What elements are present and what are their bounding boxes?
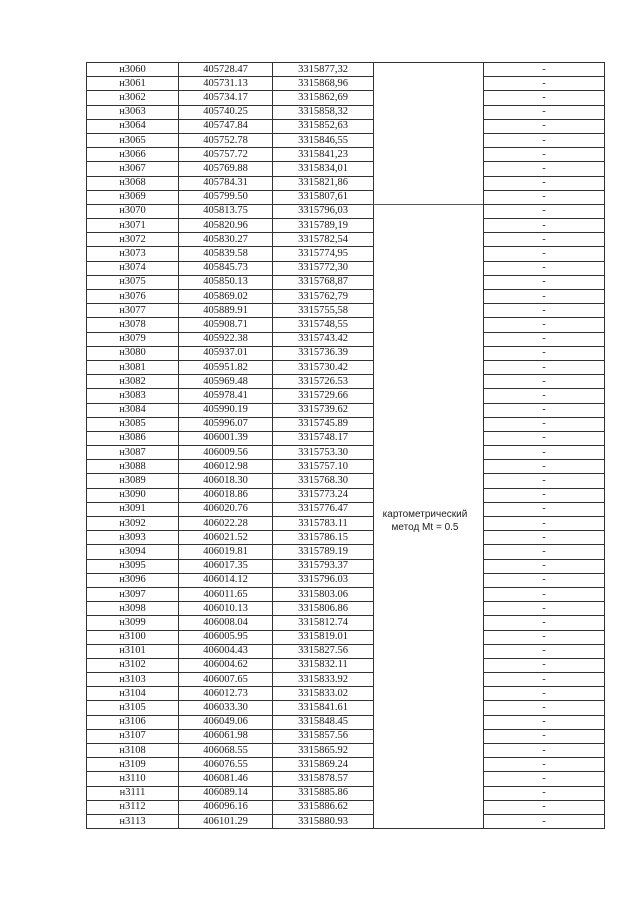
x-coordinate-cell: 406049.06 xyxy=(179,715,273,729)
y-coordinate-cell: 3315833.92 xyxy=(273,673,374,687)
point-id-cell: н3101 xyxy=(87,644,179,658)
point-id-cell: н3100 xyxy=(87,630,179,644)
y-coordinate-cell: 3315880.93 xyxy=(273,814,374,828)
y-coordinate-cell: 3315821,86 xyxy=(273,176,374,190)
x-coordinate-cell: 405813.75 xyxy=(179,204,273,218)
x-coordinate-cell: 405728.47 xyxy=(179,63,273,77)
accuracy-value-cell: - xyxy=(484,119,605,133)
accuracy-value-cell: - xyxy=(484,687,605,701)
table-row xyxy=(87,247,605,261)
accuracy-value-cell: - xyxy=(484,644,605,658)
x-coordinate-cell: 406019.81 xyxy=(179,545,273,559)
table-row xyxy=(87,275,605,289)
accuracy-value-cell: - xyxy=(484,630,605,644)
point-id-cell: н3079 xyxy=(87,332,179,346)
x-coordinate-cell: 406004.62 xyxy=(179,658,273,672)
x-coordinate-cell: 405784.31 xyxy=(179,176,273,190)
point-id-cell: н3089 xyxy=(87,474,179,488)
x-coordinate-cell: 405869.02 xyxy=(179,290,273,304)
x-coordinate-cell: 406020.76 xyxy=(179,502,273,516)
point-id-cell: н3063 xyxy=(87,105,179,119)
x-coordinate-cell: 406004.43 xyxy=(179,644,273,658)
table-row xyxy=(87,77,605,91)
accuracy-value-cell: - xyxy=(484,559,605,573)
accuracy-value-cell: - xyxy=(484,148,605,162)
point-id-cell: н3086 xyxy=(87,431,179,445)
accuracy-value-cell: - xyxy=(484,105,605,119)
x-coordinate-cell: 406081.46 xyxy=(179,772,273,786)
point-id-cell: н3110 xyxy=(87,772,179,786)
table-row xyxy=(87,602,605,616)
table-row xyxy=(87,375,605,389)
point-id-cell: н3107 xyxy=(87,729,179,743)
table-row xyxy=(87,701,605,715)
boundary-marker-line xyxy=(371,204,483,205)
point-id-cell: н3068 xyxy=(87,176,179,190)
x-coordinate-cell: 405922.38 xyxy=(179,332,273,346)
x-coordinate-cell: 406061.98 xyxy=(179,729,273,743)
table-row xyxy=(87,318,605,332)
point-id-cell: н3080 xyxy=(87,346,179,360)
accuracy-value-cell: - xyxy=(484,318,605,332)
point-id-cell: н3105 xyxy=(87,701,179,715)
table-row xyxy=(87,133,605,147)
x-coordinate-cell: 406010.13 xyxy=(179,602,273,616)
y-coordinate-cell: 3315789.19 xyxy=(273,545,374,559)
x-coordinate-cell: 405978.41 xyxy=(179,389,273,403)
accuracy-value-cell: - xyxy=(484,63,605,77)
y-coordinate-cell: 3315730.42 xyxy=(273,360,374,374)
accuracy-value-cell: - xyxy=(484,403,605,417)
x-coordinate-cell: 406068.55 xyxy=(179,744,273,758)
table-row xyxy=(87,772,605,786)
x-coordinate-cell: 405731.13 xyxy=(179,77,273,91)
y-coordinate-cell: 3315776.47 xyxy=(273,502,374,516)
point-id-cell: н3098 xyxy=(87,602,179,616)
point-id-cell: н3081 xyxy=(87,360,179,374)
table-row xyxy=(87,105,605,119)
point-id-cell: н3113 xyxy=(87,814,179,828)
x-coordinate-cell: 405908.71 xyxy=(179,318,273,332)
y-coordinate-cell: 3315762,79 xyxy=(273,290,374,304)
accuracy-value-cell: - xyxy=(484,190,605,204)
x-coordinate-cell: 405937.01 xyxy=(179,346,273,360)
x-coordinate-cell: 406008.04 xyxy=(179,616,273,630)
table-row xyxy=(87,658,605,672)
table-row xyxy=(87,176,605,190)
table-row xyxy=(87,446,605,460)
table-row xyxy=(87,559,605,573)
coordinates-table xyxy=(86,62,605,829)
y-coordinate-cell: 3315862,69 xyxy=(273,91,374,105)
accuracy-value-cell: - xyxy=(484,502,605,516)
point-id-cell: н3072 xyxy=(87,233,179,247)
accuracy-value-cell: - xyxy=(484,162,605,176)
x-coordinate-cell: 406017.35 xyxy=(179,559,273,573)
y-coordinate-cell: 3315753.30 xyxy=(273,446,374,460)
accuracy-value-cell: - xyxy=(484,758,605,772)
point-id-cell: н3067 xyxy=(87,162,179,176)
table-row xyxy=(87,360,605,374)
point-id-cell: н3076 xyxy=(87,290,179,304)
point-id-cell: н3077 xyxy=(87,304,179,318)
table-row xyxy=(87,814,605,828)
y-coordinate-cell: 3315827.56 xyxy=(273,644,374,658)
y-coordinate-cell: 3315865.92 xyxy=(273,744,374,758)
point-id-cell: н3104 xyxy=(87,687,179,701)
y-coordinate-cell: 3315857.56 xyxy=(273,729,374,743)
point-id-cell: н3084 xyxy=(87,403,179,417)
x-coordinate-cell: 406033.30 xyxy=(179,701,273,715)
table-row xyxy=(87,587,605,601)
point-id-cell: н3106 xyxy=(87,715,179,729)
accuracy-value-cell: - xyxy=(484,332,605,346)
accuracy-value-cell: - xyxy=(484,729,605,743)
point-id-cell: н3108 xyxy=(87,744,179,758)
method-note-line-1: картометрический xyxy=(382,509,468,520)
accuracy-value-cell: - xyxy=(484,573,605,587)
accuracy-value-cell: - xyxy=(484,814,605,828)
method-note-line-2: метод Mt = 0.5 xyxy=(391,522,459,533)
table-row xyxy=(87,219,605,233)
x-coordinate-cell: 406018.86 xyxy=(179,488,273,502)
point-id-cell: н3066 xyxy=(87,148,179,162)
y-coordinate-cell: 3315773.24 xyxy=(273,488,374,502)
y-coordinate-cell: 3315868,96 xyxy=(273,77,374,91)
accuracy-value-cell: - xyxy=(484,460,605,474)
accuracy-value-cell: - xyxy=(484,531,605,545)
point-id-cell: н3073 xyxy=(87,247,179,261)
accuracy-value-cell: - xyxy=(484,219,605,233)
point-id-cell: н3093 xyxy=(87,531,179,545)
accuracy-value-cell: - xyxy=(484,275,605,289)
y-coordinate-cell: 3315841.61 xyxy=(273,701,374,715)
point-id-cell: н3075 xyxy=(87,275,179,289)
y-coordinate-cell: 3315786.15 xyxy=(273,531,374,545)
y-coordinate-cell: 3315848.45 xyxy=(273,715,374,729)
y-coordinate-cell: 3315739.62 xyxy=(273,403,374,417)
point-id-cell: н3060 xyxy=(87,63,179,77)
point-id-cell: н3103 xyxy=(87,673,179,687)
accuracy-value-cell: - xyxy=(484,545,605,559)
accuracy-value-cell: - xyxy=(484,474,605,488)
x-coordinate-cell: 405996.07 xyxy=(179,417,273,431)
x-coordinate-cell: 405740.25 xyxy=(179,105,273,119)
accuracy-value-cell: - xyxy=(484,673,605,687)
y-coordinate-cell: 3315745.89 xyxy=(273,417,374,431)
accuracy-value-cell: - xyxy=(484,517,605,531)
table-row xyxy=(87,403,605,417)
table-row xyxy=(87,148,605,162)
accuracy-value-cell: - xyxy=(484,91,605,105)
table-row xyxy=(87,800,605,814)
y-coordinate-cell: 3315757.10 xyxy=(273,460,374,474)
x-coordinate-cell: 406001.39 xyxy=(179,431,273,445)
x-coordinate-cell: 406021.52 xyxy=(179,531,273,545)
point-id-cell: н3071 xyxy=(87,219,179,233)
x-coordinate-cell: 405845.73 xyxy=(179,261,273,275)
accuracy-value-cell: - xyxy=(484,233,605,247)
accuracy-value-cell: - xyxy=(484,261,605,275)
point-id-cell: н3083 xyxy=(87,389,179,403)
point-id-cell: н3078 xyxy=(87,318,179,332)
point-id-cell: н3074 xyxy=(87,261,179,275)
y-coordinate-cell: 3315774,95 xyxy=(273,247,374,261)
y-coordinate-cell: 3315772,30 xyxy=(273,261,374,275)
point-id-cell: н3097 xyxy=(87,587,179,601)
table-row xyxy=(87,517,605,531)
accuracy-value-cell: - xyxy=(484,176,605,190)
y-coordinate-cell: 3315841,23 xyxy=(273,148,374,162)
accuracy-value-cell: - xyxy=(484,602,605,616)
table-row xyxy=(87,474,605,488)
table-row xyxy=(87,673,605,687)
accuracy-value-cell: - xyxy=(484,204,605,218)
table-row xyxy=(87,304,605,318)
table-row xyxy=(87,190,605,204)
y-coordinate-cell: 3315736.39 xyxy=(273,346,374,360)
accuracy-value-cell: - xyxy=(484,744,605,758)
x-coordinate-cell: 405990.19 xyxy=(179,403,273,417)
y-coordinate-cell: 3315789,19 xyxy=(273,219,374,233)
method-note xyxy=(375,508,475,534)
x-coordinate-cell: 405839.58 xyxy=(179,247,273,261)
accuracy-value-cell: - xyxy=(484,800,605,814)
table-row xyxy=(87,460,605,474)
point-id-cell: н3064 xyxy=(87,119,179,133)
accuracy-value-cell: - xyxy=(484,616,605,630)
x-coordinate-cell: 406089.14 xyxy=(179,786,273,800)
table-row xyxy=(87,162,605,176)
y-coordinate-cell: 3315834,01 xyxy=(273,162,374,176)
y-coordinate-cell: 3315877,32 xyxy=(273,63,374,77)
y-coordinate-cell: 3315806.86 xyxy=(273,602,374,616)
point-id-cell: н3082 xyxy=(87,375,179,389)
y-coordinate-cell: 3315793.37 xyxy=(273,559,374,573)
y-coordinate-cell: 3315768.30 xyxy=(273,474,374,488)
y-coordinate-cell: 3315768,87 xyxy=(273,275,374,289)
table-row xyxy=(87,616,605,630)
table-row xyxy=(87,744,605,758)
point-id-cell: н3062 xyxy=(87,91,179,105)
x-coordinate-cell: 406011.65 xyxy=(179,587,273,601)
y-coordinate-cell: 3315832.11 xyxy=(273,658,374,672)
method-column-cell xyxy=(374,63,484,829)
table-row xyxy=(87,332,605,346)
coordinates-table-body xyxy=(87,63,605,829)
x-coordinate-cell: 405951.82 xyxy=(179,360,273,374)
accuracy-value-cell: - xyxy=(484,446,605,460)
table-row xyxy=(87,389,605,403)
accuracy-value-cell: - xyxy=(484,431,605,445)
accuracy-value-cell: - xyxy=(484,658,605,672)
x-coordinate-cell: 406096.16 xyxy=(179,800,273,814)
x-coordinate-cell: 405820.96 xyxy=(179,219,273,233)
accuracy-value-cell: - xyxy=(484,786,605,800)
point-id-cell: н3095 xyxy=(87,559,179,573)
point-id-cell: н3099 xyxy=(87,616,179,630)
accuracy-value-cell: - xyxy=(484,715,605,729)
x-coordinate-cell: 406012.73 xyxy=(179,687,273,701)
x-coordinate-cell: 406018.30 xyxy=(179,474,273,488)
point-id-cell: н3096 xyxy=(87,573,179,587)
y-coordinate-cell: 3315782,54 xyxy=(273,233,374,247)
y-coordinate-cell: 3315796,03 xyxy=(273,204,374,218)
y-coordinate-cell: 3315803.06 xyxy=(273,587,374,601)
accuracy-value-cell: - xyxy=(484,247,605,261)
point-id-cell: н3070 xyxy=(87,204,179,218)
accuracy-value-cell: - xyxy=(484,375,605,389)
y-coordinate-cell: 3315726.53 xyxy=(273,375,374,389)
x-coordinate-cell: 406009.56 xyxy=(179,446,273,460)
table-row xyxy=(87,63,605,77)
table-row xyxy=(87,729,605,743)
point-id-cell: н3102 xyxy=(87,658,179,672)
y-coordinate-cell: 3315846,55 xyxy=(273,133,374,147)
table-row xyxy=(87,687,605,701)
x-coordinate-cell: 406005.95 xyxy=(179,630,273,644)
x-coordinate-cell: 406012.98 xyxy=(179,460,273,474)
table-row xyxy=(87,545,605,559)
x-coordinate-cell: 406007.65 xyxy=(179,673,273,687)
point-id-cell: н3111 xyxy=(87,786,179,800)
accuracy-value-cell: - xyxy=(484,360,605,374)
accuracy-value-cell: - xyxy=(484,133,605,147)
table-row xyxy=(87,630,605,644)
x-coordinate-cell: 406101.29 xyxy=(179,814,273,828)
accuracy-value-cell: - xyxy=(484,304,605,318)
table-row xyxy=(87,758,605,772)
y-coordinate-cell: 3315878.57 xyxy=(273,772,374,786)
point-id-cell: н3091 xyxy=(87,502,179,516)
point-id-cell: н3094 xyxy=(87,545,179,559)
y-coordinate-cell: 3315852,63 xyxy=(273,119,374,133)
table-row xyxy=(87,573,605,587)
y-coordinate-cell: 3315743.42 xyxy=(273,332,374,346)
accuracy-value-cell: - xyxy=(484,389,605,403)
y-coordinate-cell: 3315748.17 xyxy=(273,431,374,445)
x-coordinate-cell: 405752.78 xyxy=(179,133,273,147)
table-row xyxy=(87,119,605,133)
table-row xyxy=(87,531,605,545)
point-id-cell: н3065 xyxy=(87,133,179,147)
y-coordinate-cell: 3315807,61 xyxy=(273,190,374,204)
x-coordinate-cell: 405734.17 xyxy=(179,91,273,105)
point-id-cell: н3090 xyxy=(87,488,179,502)
x-coordinate-cell: 405889.91 xyxy=(179,304,273,318)
table-row xyxy=(87,204,605,218)
y-coordinate-cell: 3315729.66 xyxy=(273,389,374,403)
y-coordinate-cell: 3315869.24 xyxy=(273,758,374,772)
x-coordinate-cell: 405830.27 xyxy=(179,233,273,247)
y-coordinate-cell: 3315819.01 xyxy=(273,630,374,644)
table-row xyxy=(87,346,605,360)
table-row xyxy=(87,431,605,445)
y-coordinate-cell: 3315755,58 xyxy=(273,304,374,318)
accuracy-value-cell: - xyxy=(484,417,605,431)
y-coordinate-cell: 3315885.86 xyxy=(273,786,374,800)
table-row xyxy=(87,290,605,304)
x-coordinate-cell: 406076.55 xyxy=(179,758,273,772)
x-coordinate-cell: 405757.72 xyxy=(179,148,273,162)
y-coordinate-cell: 3315858,32 xyxy=(273,105,374,119)
y-coordinate-cell: 3315783.11 xyxy=(273,517,374,531)
y-coordinate-cell: 3315796.03 xyxy=(273,573,374,587)
table-row xyxy=(87,417,605,431)
point-id-cell: н3109 xyxy=(87,758,179,772)
table-row xyxy=(87,644,605,658)
x-coordinate-cell: 406014.12 xyxy=(179,573,273,587)
point-id-cell: н3092 xyxy=(87,517,179,531)
point-id-cell: н3088 xyxy=(87,460,179,474)
accuracy-value-cell: - xyxy=(484,701,605,715)
table-row xyxy=(87,786,605,800)
x-coordinate-cell: 405769.88 xyxy=(179,162,273,176)
x-coordinate-cell: 405799.50 xyxy=(179,190,273,204)
y-coordinate-cell: 3315748,55 xyxy=(273,318,374,332)
accuracy-value-cell: - xyxy=(484,772,605,786)
y-coordinate-cell: 3315833.02 xyxy=(273,687,374,701)
table-row xyxy=(87,233,605,247)
point-id-cell: н3085 xyxy=(87,417,179,431)
y-coordinate-cell: 3315886.62 xyxy=(273,800,374,814)
point-id-cell: н3069 xyxy=(87,190,179,204)
accuracy-value-cell: - xyxy=(484,587,605,601)
x-coordinate-cell: 405969.48 xyxy=(179,375,273,389)
table-row xyxy=(87,502,605,516)
table-row xyxy=(87,488,605,502)
table-row xyxy=(87,91,605,105)
point-id-cell: н3112 xyxy=(87,800,179,814)
x-coordinate-cell: 406022.28 xyxy=(179,517,273,531)
y-coordinate-cell: 3315812.74 xyxy=(273,616,374,630)
accuracy-value-cell: - xyxy=(484,77,605,91)
table-row xyxy=(87,261,605,275)
accuracy-value-cell: - xyxy=(484,346,605,360)
accuracy-value-cell: - xyxy=(484,488,605,502)
x-coordinate-cell: 405747.84 xyxy=(179,119,273,133)
point-id-cell: н3087 xyxy=(87,446,179,460)
accuracy-value-cell: - xyxy=(484,290,605,304)
point-id-cell: н3061 xyxy=(87,77,179,91)
table-row xyxy=(87,715,605,729)
x-coordinate-cell: 405850.13 xyxy=(179,275,273,289)
